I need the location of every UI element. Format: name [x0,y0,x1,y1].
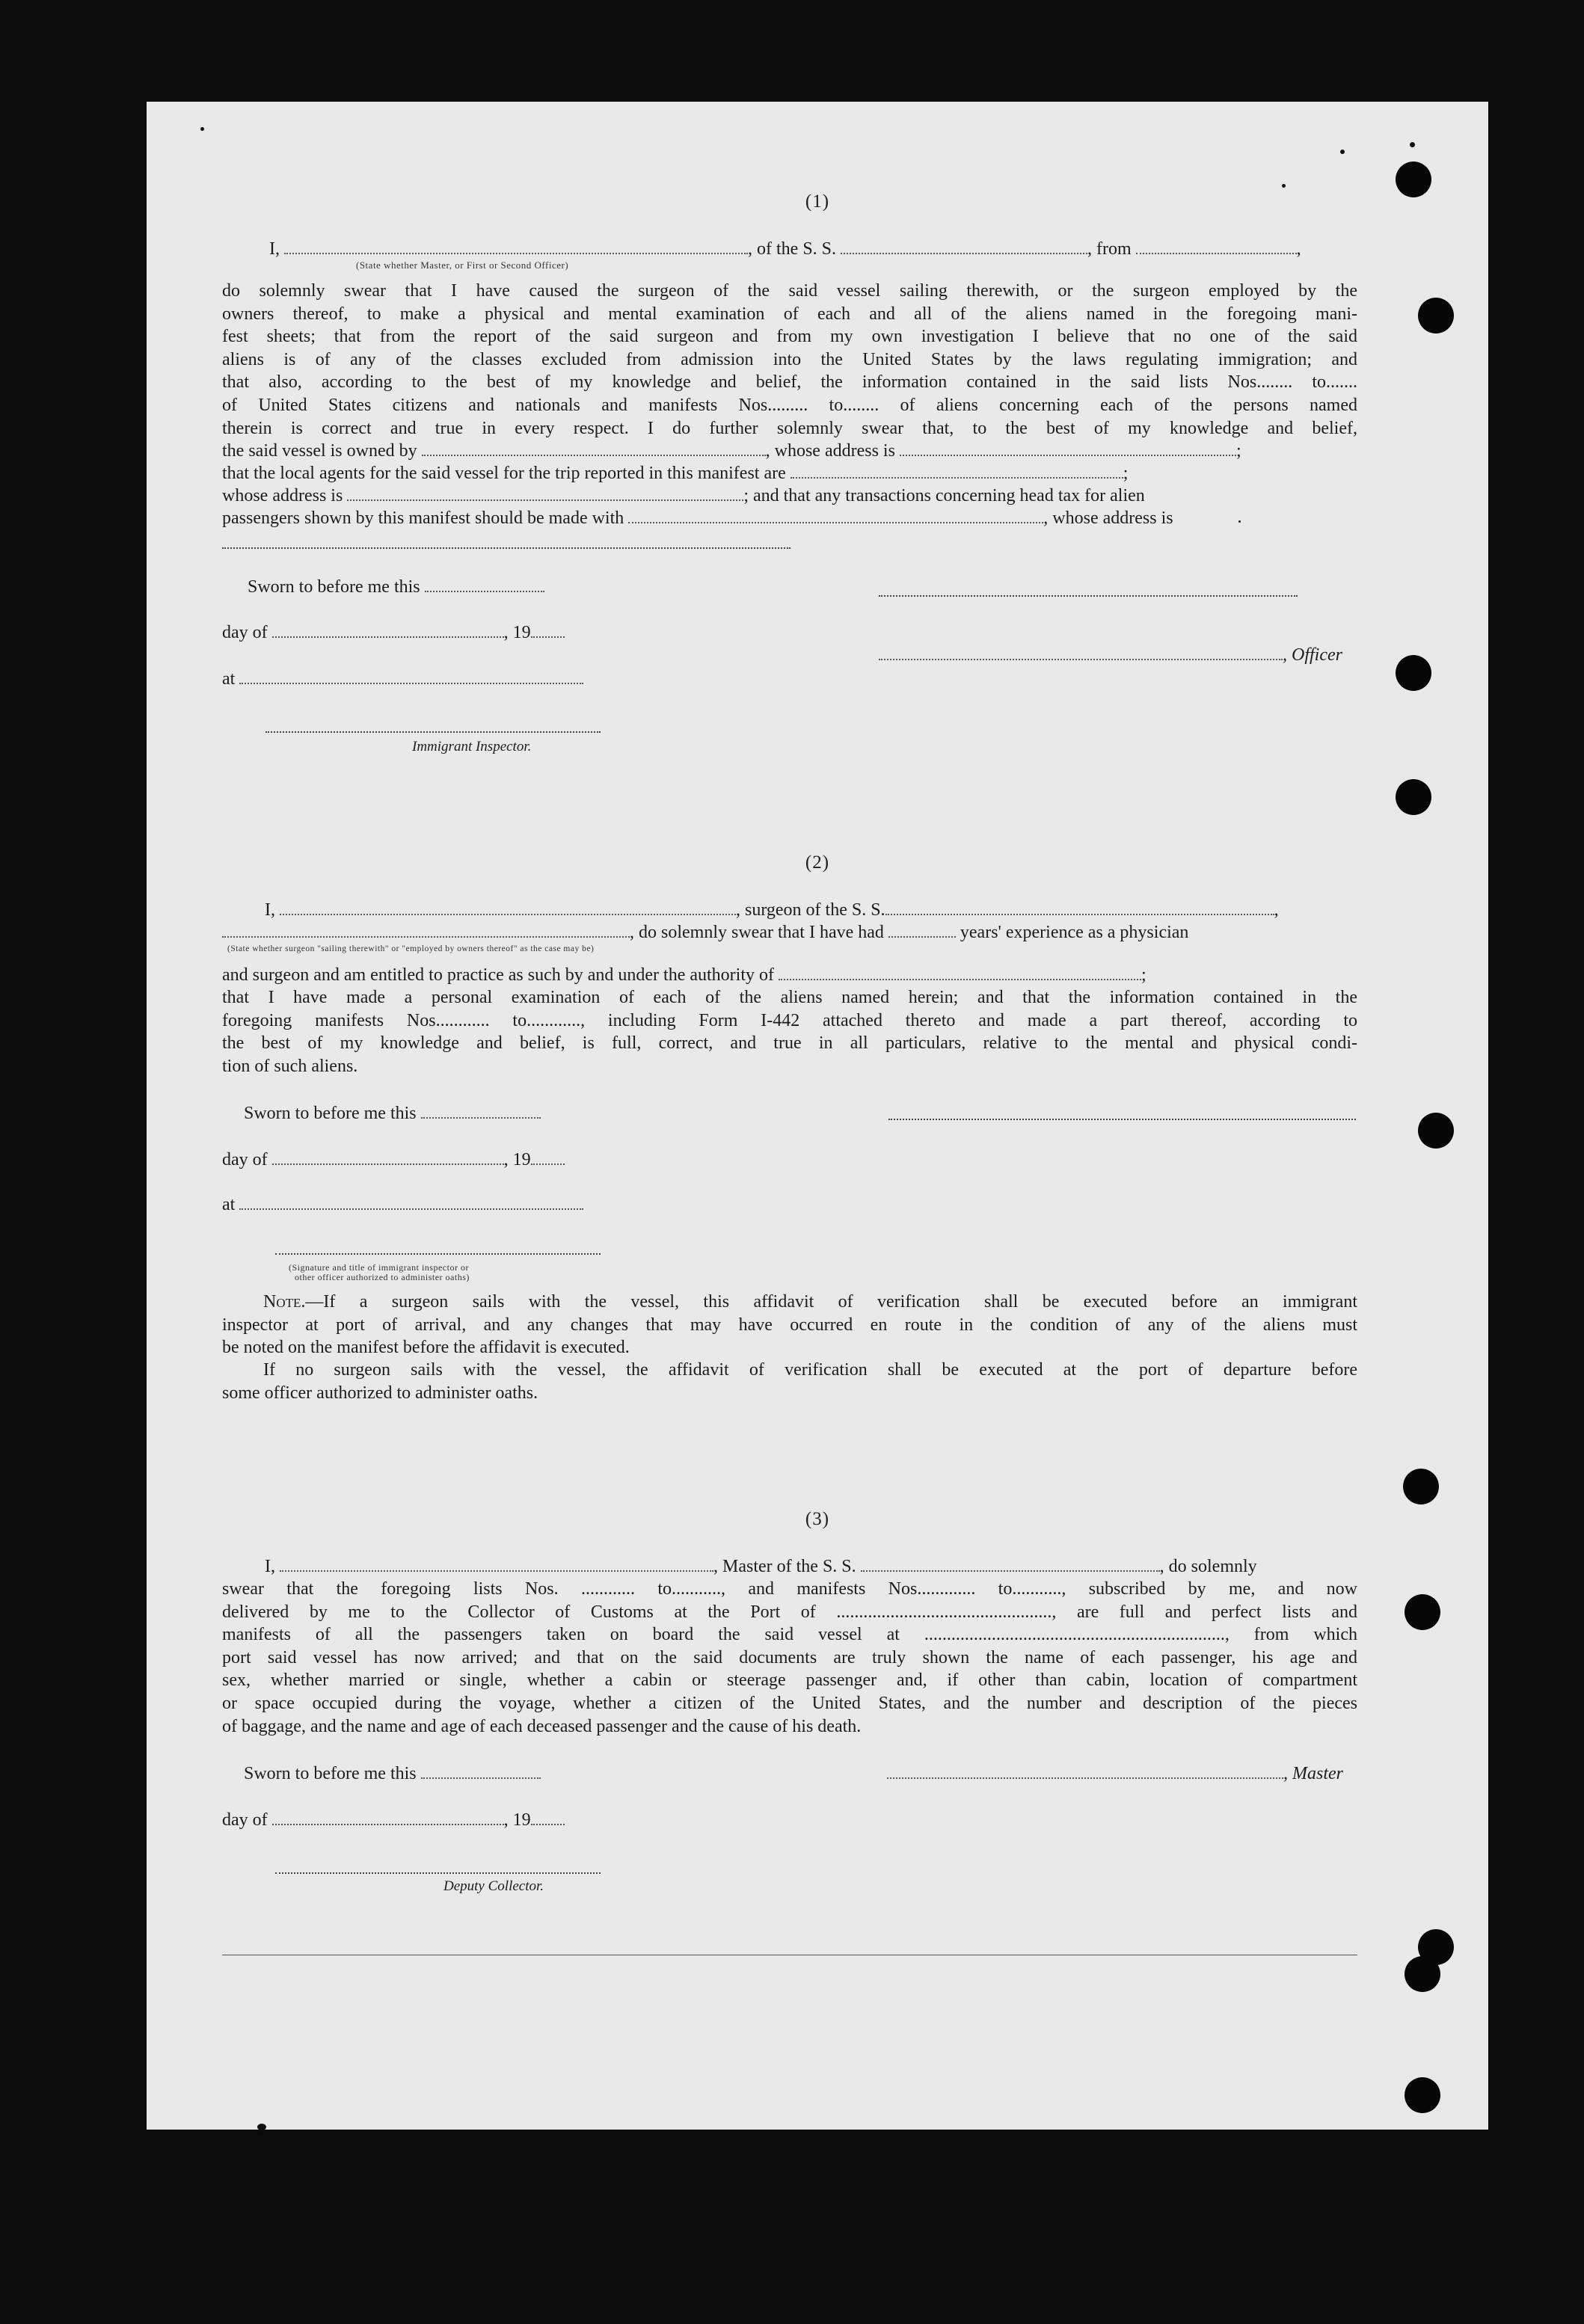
s2-para-last: tion of such aliens. [222,1057,358,1076]
s2-at [222,1193,583,1216]
s1-owned-line [222,440,1241,462]
s2-line1 [265,899,1279,921]
s1-agents-blank[interactable] [791,464,1123,479]
s2-note2-para [263,1359,1357,1382]
s3-year-label: , 19 [503,1810,531,1830]
s3-day-blank[interactable] [272,1810,504,1825]
section-2-number: (2) [805,852,830,873]
binder-hole [1403,1469,1439,1504]
s3-para-line: port said vessel has now arrived; and that on the said documents are truly shown the name of each passenger, his age and [222,1647,1357,1667]
s1-owner-blank[interactable] [422,441,766,456]
s2-ship-blank[interactable] [885,900,1274,915]
s1-agents-end: ; [1123,464,1129,483]
s1-at-blank[interactable] [239,669,583,684]
s2-day [222,1149,565,1171]
s3-ship-blank[interactable] [861,1557,1160,1572]
s1-whose-address-label: whose address is [222,486,343,505]
s3-sworn-blank[interactable] [421,1764,541,1779]
s1-officer-signature-upper[interactable] [879,595,1298,597]
s1-inspector-label: Immigrant Inspector. [412,739,532,754]
s2-note-line: inspector at port of arrival, and any changes that may have occurred en route in the condition of any of the aliens must [222,1315,1357,1335]
s1-day [222,621,565,644]
binder-hole [1405,1594,1440,1630]
s2-sig-note-1: (Signature and title of immigrant inspector or [289,1262,469,1273]
s3-year-blank[interactable] [531,1810,565,1825]
binder-hole [1405,1956,1440,1992]
s2-at-label: at [222,1195,236,1214]
s1-ship-blank[interactable] [841,239,1087,254]
s2-sworn-blank[interactable] [421,1104,541,1119]
s2-note-line-1 [222,1291,1357,1314]
s2-note-label: Note. [263,1292,306,1312]
s2-note-para [222,1291,1357,1336]
s1-agents-line [222,462,1128,485]
binder-hole [1396,779,1431,815]
s1-para-line: owners thereof, to make a physical and mental examination of each and all of the aliens named in the foregoing mani- [222,304,1357,324]
s3-para-line: swear that the foregoing lists Nos. ............ to..........., and manifests Nos............. to..........., subscribed by me, and now [222,1579,1357,1599]
s2-inspector-signature-line[interactable] [275,1253,601,1255]
s3-line1 [265,1555,1257,1578]
s1-passengers-label: passengers shown by this manifest should be made with [222,508,624,528]
s2-line1-start: I, [265,900,275,920]
s1-address-continuation-line[interactable] [222,547,791,549]
s3-line1-start: I, [265,1557,275,1576]
s3-para-line: or space occupied during the voyage, whether a citizen of the United States, and the number and description of the pieces [222,1693,1357,1713]
s2-note2-line: If no surgeon sails with the vessel, the affidavit of verification shall be executed at the port of departure before [263,1360,1357,1380]
s1-para-line: that also, according to the best of my knowledge and belief, the information contained in the said lists Nos........ to....... [222,372,1357,393]
s1-address-blank[interactable] [347,486,743,501]
s2-surgeon-note: (State whether surgeon "sailing therewith" or "employed by owners thereof" as the case may be) [227,944,595,953]
s1-passengers-line [222,507,1173,529]
s1-para-line: do solemnly swear that I have caused the surgeon of the said vessel sailing therewith, or the surgeon employed by the [222,281,1357,301]
s1-passengers-end: , whose address is [1043,508,1173,528]
s2-years-blank[interactable] [888,923,956,938]
s2-note-text: —If a surgeon sails with the vessel, this affidavit of verification shall be executed before an immigrant [305,1292,1357,1312]
s2-year-label: , 19 [503,1150,531,1169]
s2-para-line: the best of my knowledge and belief, is full, correct, and true in all particulars, relative to the mental and physical condi- [222,1033,1357,1054]
s1-line1-tail: , [1296,239,1301,259]
s2-note-last: be noted on the manifest before the affidavit is executed. [222,1338,630,1357]
s3-deputy-label: Deputy Collector. [443,1878,544,1894]
s2-line2-end: years' experience as a physician [960,923,1189,942]
s3-para-line: delivered by me to the Collector of Customs at the Port of ................................................, are full and perfect lists and [222,1602,1357,1622]
s1-line1-start: I, [269,239,280,259]
s2-name-blank[interactable] [280,900,736,915]
s2-sworn [244,1102,541,1125]
document-page [147,102,1488,2130]
s1-owned-end: ; [1235,441,1241,461]
speck [1410,142,1415,147]
s2-line1-mid: , surgeon of the S. S. [736,900,885,920]
s3-sworn [244,1762,541,1785]
s1-officer-line [879,644,1342,666]
s1-line1 [269,238,1301,260]
s1-officer-note: (State whether Master, or First or Second Officer) [356,259,569,271]
s1-sworn-blank[interactable] [425,577,544,592]
s1-head-tax-text: ; and that any transactions concerning head tax for alien [743,486,1145,505]
s2-sig-note-2: other officer authorized to administer oaths) [295,1272,470,1282]
binder-hole [1405,2077,1440,2113]
s1-at-label: at [222,669,236,689]
s1-inspector-signature-line[interactable] [265,731,601,733]
binder-hole [1418,298,1454,333]
s3-day [222,1809,565,1831]
s3-day-label: day of [222,1810,268,1830]
s2-day-label: day of [222,1150,268,1169]
s2-at-blank[interactable] [239,1195,583,1210]
s1-sworn [248,576,544,598]
s1-from-blank[interactable] [1136,239,1297,254]
s1-line1-mid: , of the S. S. [748,239,837,259]
s1-sworn-label: Sworn to before me this [248,577,420,597]
s1-para [222,280,1357,440]
s2-year-blank[interactable] [531,1150,565,1165]
s2-sworn-label: Sworn to before me this [244,1104,417,1123]
binder-hole [1418,1113,1454,1149]
s1-at [222,668,583,690]
s2-authority-line [222,964,1146,986]
s1-owned-label: the said vessel is owned by [222,441,417,461]
s2-para-line: that I have made a personal examination of each of the aliens named herein; and that the information contained in the [222,988,1357,1007]
s3-sworn-label: Sworn to before me this [244,1764,417,1783]
s1-year-label: , 19 [503,623,531,642]
s1-officer-signature-blank[interactable] [879,645,1283,660]
s1-agents-label: that the local agents for the said vessel for the trip reported in this manifest are [222,464,786,483]
s2-authority-label: and surgeon and am entitled to practice as such by and under the authority of [222,965,774,985]
s2-surgeon-signature-line[interactable] [888,1119,1356,1120]
section-3-number: (3) [805,1509,830,1529]
binder-hole [1396,162,1431,197]
s2-authority-end: ; [1141,965,1146,985]
s1-year-blank[interactable] [531,623,565,638]
s3-master-line [887,1762,1343,1785]
s3-master-signature-blank[interactable] [887,1764,1283,1779]
s1-para-line: of United States citizens and nationals and manifests Nos......... to........ of aliens concerning each of the persons named [222,395,1357,415]
s1-owner-address-blank[interactable] [900,441,1236,456]
s1-para-line: therein is correct and true in every respect. I do further solemnly swear that, to the best of my knowledge and belief, [222,418,1357,438]
s2-line2 [222,921,1188,944]
s2-authority-blank[interactable] [779,965,1141,980]
speck [1238,520,1241,523]
s1-officer-label: , Officer [1283,645,1342,665]
s3-para-line: manifests of all the passengers taken on board the said vessel at ..................................................................., from which [222,1625,1357,1645]
s2-note2-last: some officer authorized to administer oaths. [222,1383,538,1403]
speck [1282,184,1286,188]
s1-name-blank[interactable] [284,239,748,254]
s3-line1-mid: , Master of the S. S. [713,1557,856,1576]
s1-owner-address-label: , whose address is [765,441,895,461]
s2-para-line: foregoing manifests Nos............ to............, including Form I-442 attached thereto and made a part thereof, according to [222,1010,1357,1030]
s2-para [222,986,1357,1055]
s3-master-label: , Master [1283,1764,1343,1783]
s3-line1-end: , do solemnly [1159,1557,1257,1576]
binder-hole [1396,655,1431,691]
s1-para-line: aliens is of any of the classes excluded from admission into the United States by the laws regulating immigration; and [222,349,1357,369]
section-1-number: (1) [805,191,830,212]
s1-day-label: day of [222,623,268,642]
s1-para-line: fest sheets; that from the report of the said surgeon and from my own investigation I believe that no one of the said [222,327,1357,347]
speck [200,127,204,131]
s3-para-line: sex, whether married or single, whether a cabin or steerage passenger and, if other than cabin, location of compartment [222,1670,1357,1691]
s1-line1-end: , from [1087,239,1132,259]
s3-para-last: of baggage, and the name and age of each deceased passenger and the cause of his death. [222,1717,862,1736]
s3-collector-signature-line[interactable] [275,1872,601,1874]
s2-line2-mid: , do solemnly swear that I have had [630,923,884,942]
s2-day-blank[interactable] [272,1150,504,1165]
speck [1340,150,1345,154]
s1-whose-address-line [222,485,1145,507]
s3-name-blank[interactable] [280,1557,713,1572]
s2-sailing-blank[interactable] [222,923,630,938]
s2-line1-tail: , [1274,900,1279,920]
s3-para [222,1578,1357,1715]
speck [257,2124,266,2130]
s1-day-blank[interactable] [272,623,504,638]
s1-transactions-blank[interactable] [628,508,1043,523]
